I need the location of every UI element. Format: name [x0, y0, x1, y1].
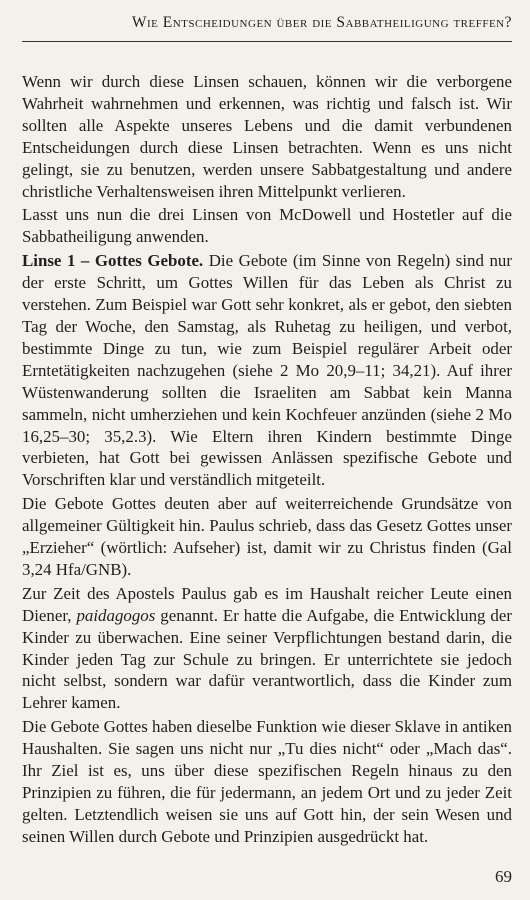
paragraph-text: genannt. Er hatte die Aufgabe, die Entwicklung der Kinder zu überwachen. Eine seiner Verpflichtungen bestand darin, die Kinder jeden Tag zur Schule zu bringen. Er unterrichtete sie jedoch nicht selbst, sondern war dafür verantwortlich, dass die Kinder zum Lehrer kamen.: [22, 605, 512, 713]
paragraph-text: Die Gebote (im Sinne von Regeln) sind nur der erste Schritt, um Gottes Willen für das Leben als Christ zu verstehen. Zum Beispiel war Gott sehr konkret, als er gebot, den siebten Tag der Woche, den Samstag, als Ruhetag zu heiligen, und verbot, bestimmte Dinge zu tun, wie zum Beispiel regulärer Arbeit oder Erntetätigkeiten nachzugehen (siehe 2 Mo 20,9–11; 34,21). Auf ihrer Wüstenwanderung sollten die Israeliten am Sabbat kein Manna sammeln, nicht umherziehen und kein Kochfeuer anzünden (siehe 2 Mo 16,25–30; 35,2.3). Wie Eltern ihren Kindern bestimmte Dinge verbieten, hat Gott bei gewissen Anlässen spezifische Gebote und Vorschriften klar und verständlich mitgeteilt.: [22, 251, 512, 490]
paragraph-text-before: Zur Zeit des Apostels Paulus gab es im Haushalt reicher Leute einen Diener,: [22, 583, 512, 625]
paragraph-italic-term: paidagogos: [76, 605, 156, 625]
paragraph-4: [22, 493, 512, 581]
paragraph-6: [22, 716, 512, 847]
running-head: Wie Entscheidungen über die Sabbatheiligung treffen?: [131, 14, 512, 31]
body-text: [22, 71, 512, 850]
paragraph-text: Die Gebote Gottes haben dieselbe Funktion wie dieser Sklave in antiken Haushalten. Sie sagen uns nicht nur „Tu dies nicht“ oder „Mach das“. Ihr Ziel ist es, uns über diese spezifischen Regeln hinaus zu den Prinzipien zu führen, die für jedermann, an jedem Ort und zu jeder Zeit gelten. Letztendlich weisen sie uns auf Gott hin, der sein Wesen und seinen Willen durch Gebote und Prinzipien ausgedrückt hat.: [22, 717, 512, 846]
paragraph-text: Wenn wir durch diese Linsen schauen, können wir die verborgene Wahrheit wahrnehmen und erkennen, was richtig und falsch ist. Wir sollten alle Aspekte unseres Lebens und die damit verbundenen Entscheidungen durch diese Linsen betrachten. Wenn es uns nicht gelingt, sie zu benutzen, werden unsere Sabbatgestaltung und andere christliche Verhaltensweisen ihren Mittelpunkt verlieren.: [22, 72, 512, 201]
paragraph-3: [22, 250, 512, 491]
paragraph-5: [22, 583, 512, 714]
paragraph-1: [22, 71, 512, 202]
header-rule: [22, 41, 512, 42]
paragraph-2: [22, 204, 512, 248]
paragraph-text: Lasst uns nun die drei Linsen von McDowell und Hostetler auf die Sabbatheiligung anwenden.: [22, 205, 512, 247]
page-number: 69: [495, 867, 512, 886]
paragraph-text: Die Gebote Gottes deuten aber auf weiterreichende Grundsätze von allgemeiner Gültigkeit hin. Paulus schrieb, dass das Gesetz Gottes unser „Erzieher“ (wörtlich: Aufseher) ist, damit wir zu Christus finden (Gal 3,24 Hfa/GNB).: [22, 494, 512, 579]
paragraph-lead: Linse 1 – Gottes Gebote.: [22, 251, 204, 271]
